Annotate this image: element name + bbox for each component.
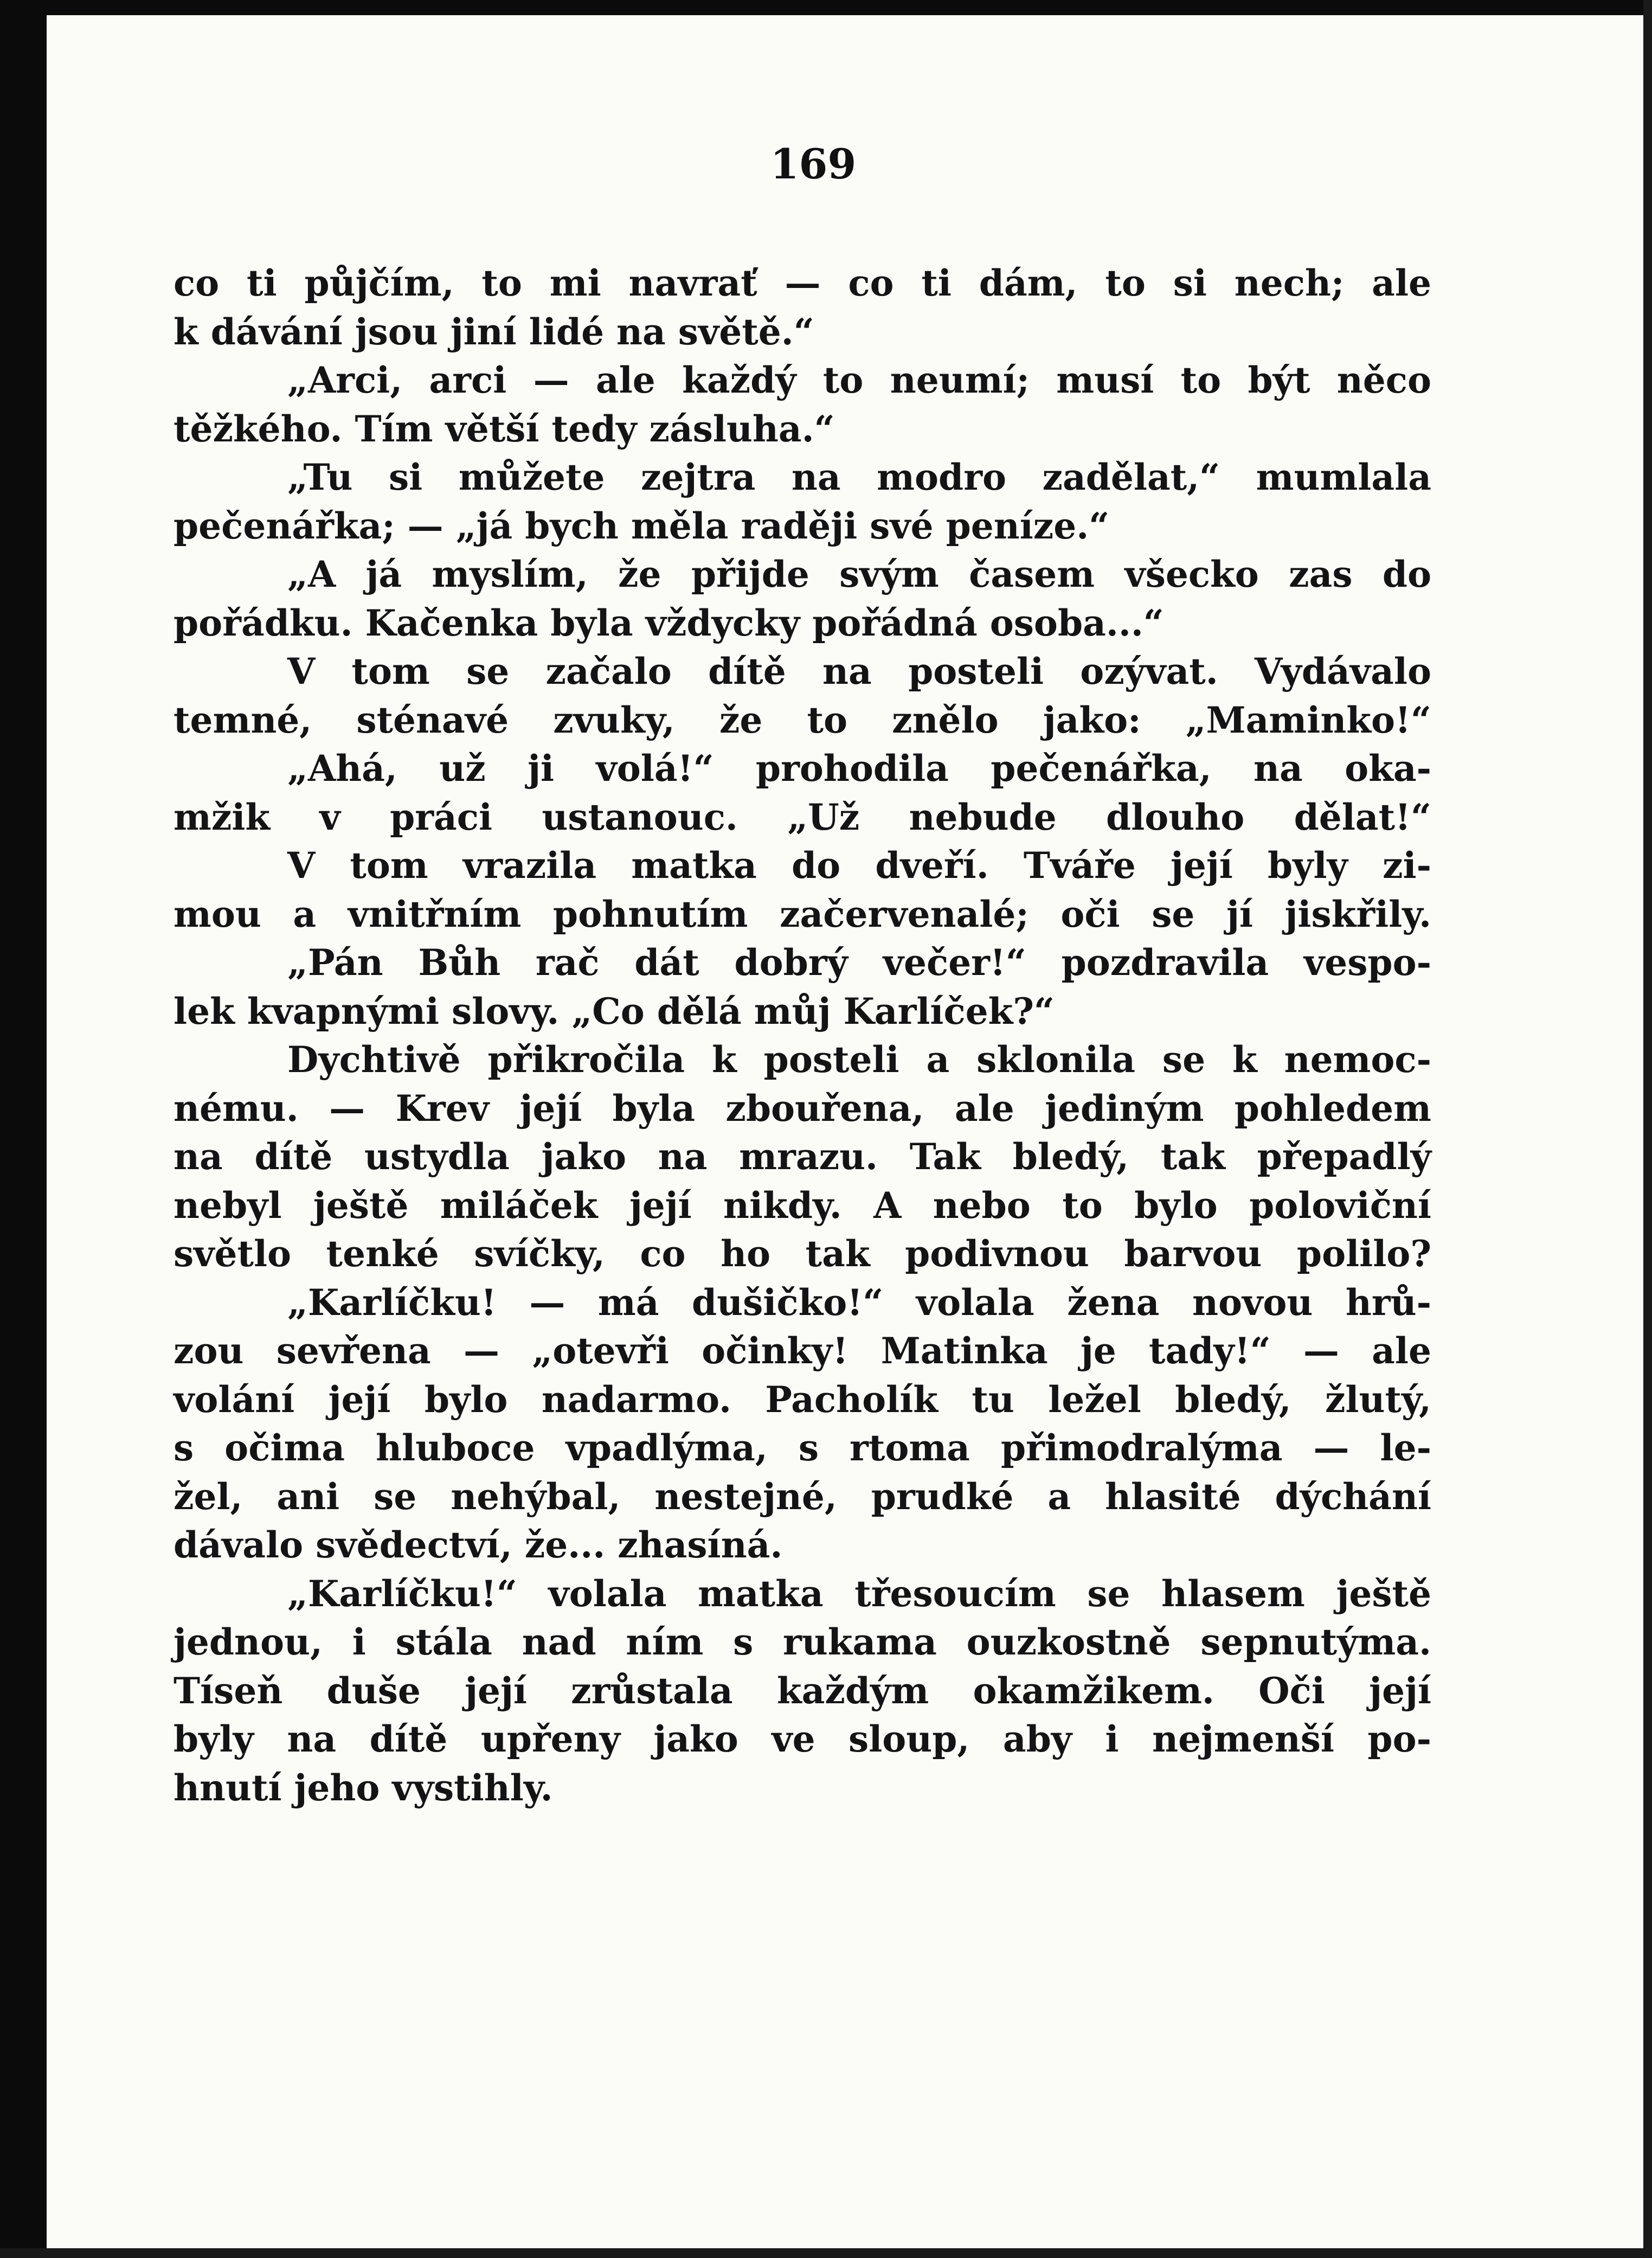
- text-line: volání její bylo nadarmo. Pacholík tu ležel bledý, žlutý,: [173, 1378, 1431, 1421]
- text-line: byly na dítě upřeny jako ve sloup, aby i nejmenší po-: [173, 1718, 1431, 1760]
- text-line: „Ahá, už ji volá!“ prohodila pečenářka, na oka-: [287, 747, 1431, 790]
- text-line: „A já myslím, že přijde svým časem všecko zas do: [287, 553, 1431, 595]
- text-line: nebyl ještě miláček její nikdy. A nebo to bylo poloviční: [173, 1184, 1431, 1227]
- text-line: Dychtivě přikročila k posteli a sklonila se k nemoc-: [287, 1038, 1431, 1081]
- text-line: lek kvapnými slovy. „Co dělá můj Karlíček?“: [173, 990, 1055, 1032]
- text-line: „Karlíčku! — má dušičko!“ volala žena novou hrů-: [287, 1281, 1431, 1324]
- text-line: Tíseň duše její zrůstala každým okamžikem. Oči její: [173, 1669, 1431, 1712]
- page-number: 169: [770, 140, 857, 188]
- text-line: „Tu si můžete zejtra na modro zadělat,“ mumlala: [287, 456, 1431, 498]
- text-line: V tom se začalo dítě na posteli ozývat. Vydávalo: [287, 650, 1431, 692]
- text-line: temné, sténavé zvuky, že to znělo jako: „Maminko!“: [173, 698, 1431, 741]
- text-line: k dávání jsou jiní lidé na světě.“: [173, 310, 814, 353]
- text-line: těžkého. Tím větší tedy zásluha.“: [173, 407, 835, 450]
- text-line: jednou, i stála nad ním s rukama ouzkostně sepnutýma.: [173, 1621, 1431, 1663]
- text-line: zou sevřena — „otevři očinky! Matinka je tady!“ — ale: [173, 1330, 1431, 1372]
- text-line: pořádku. Kačenka byla vždycky pořádná osoba...“: [173, 601, 1164, 644]
- text-line: světlo tenké svíčky, co ho tak podivnou barvou polilo?: [173, 1233, 1431, 1275]
- body-text: [173, 259, 1431, 1812]
- text-line: hnutí jeho vystihly.: [173, 1766, 553, 1809]
- text-line: „Pán Bůh rač dát dobrý večer!“ pozdravila vespo-: [287, 941, 1431, 984]
- scan-border-bottom: [0, 2248, 1652, 2258]
- text-line: V tom vrazila matka do dveří. Tváře její byly zi-: [287, 844, 1431, 887]
- text-line: dávalo svědectví, že... zhasíná.: [173, 1524, 783, 1566]
- scan-border-top: [0, 0, 1652, 15]
- text-line: s očima hluboce vpadlýma, s rtoma přimodralýma — le-: [173, 1427, 1431, 1469]
- text-line: nému. — Krev její byla zbouřena, ale jediným pohledem: [173, 1087, 1431, 1130]
- text-line: „Karlíčku!“ volala matka třesoucím se hlasem ještě: [287, 1572, 1431, 1615]
- scan-border-right: [1643, 0, 1652, 2258]
- text-line: „Arci, arci — ale každý to neumí; musí to být něco: [287, 359, 1431, 401]
- text-line: pečenářka; — „já bych měla raději své peníze.“: [173, 504, 1110, 547]
- text-line: co ti půjčím, to mi navrať — co ti dám, to si nech; ale: [173, 262, 1431, 304]
- text-line: mžik v práci ustanouc. „Už nebude dlouho dělat!“: [173, 796, 1431, 838]
- text-line: na dítě ustydla jako na mrazu. Tak bledý, tak přepadlý: [173, 1136, 1431, 1178]
- text-line: žel, ani se nehýbal, nestejné, prudké a hlasité dýchání: [173, 1475, 1431, 1518]
- text-line: mou a vnitřním pohnutím začervenalé; oči se jí jiskřily.: [173, 893, 1431, 935]
- scan-border-left: [0, 0, 47, 2258]
